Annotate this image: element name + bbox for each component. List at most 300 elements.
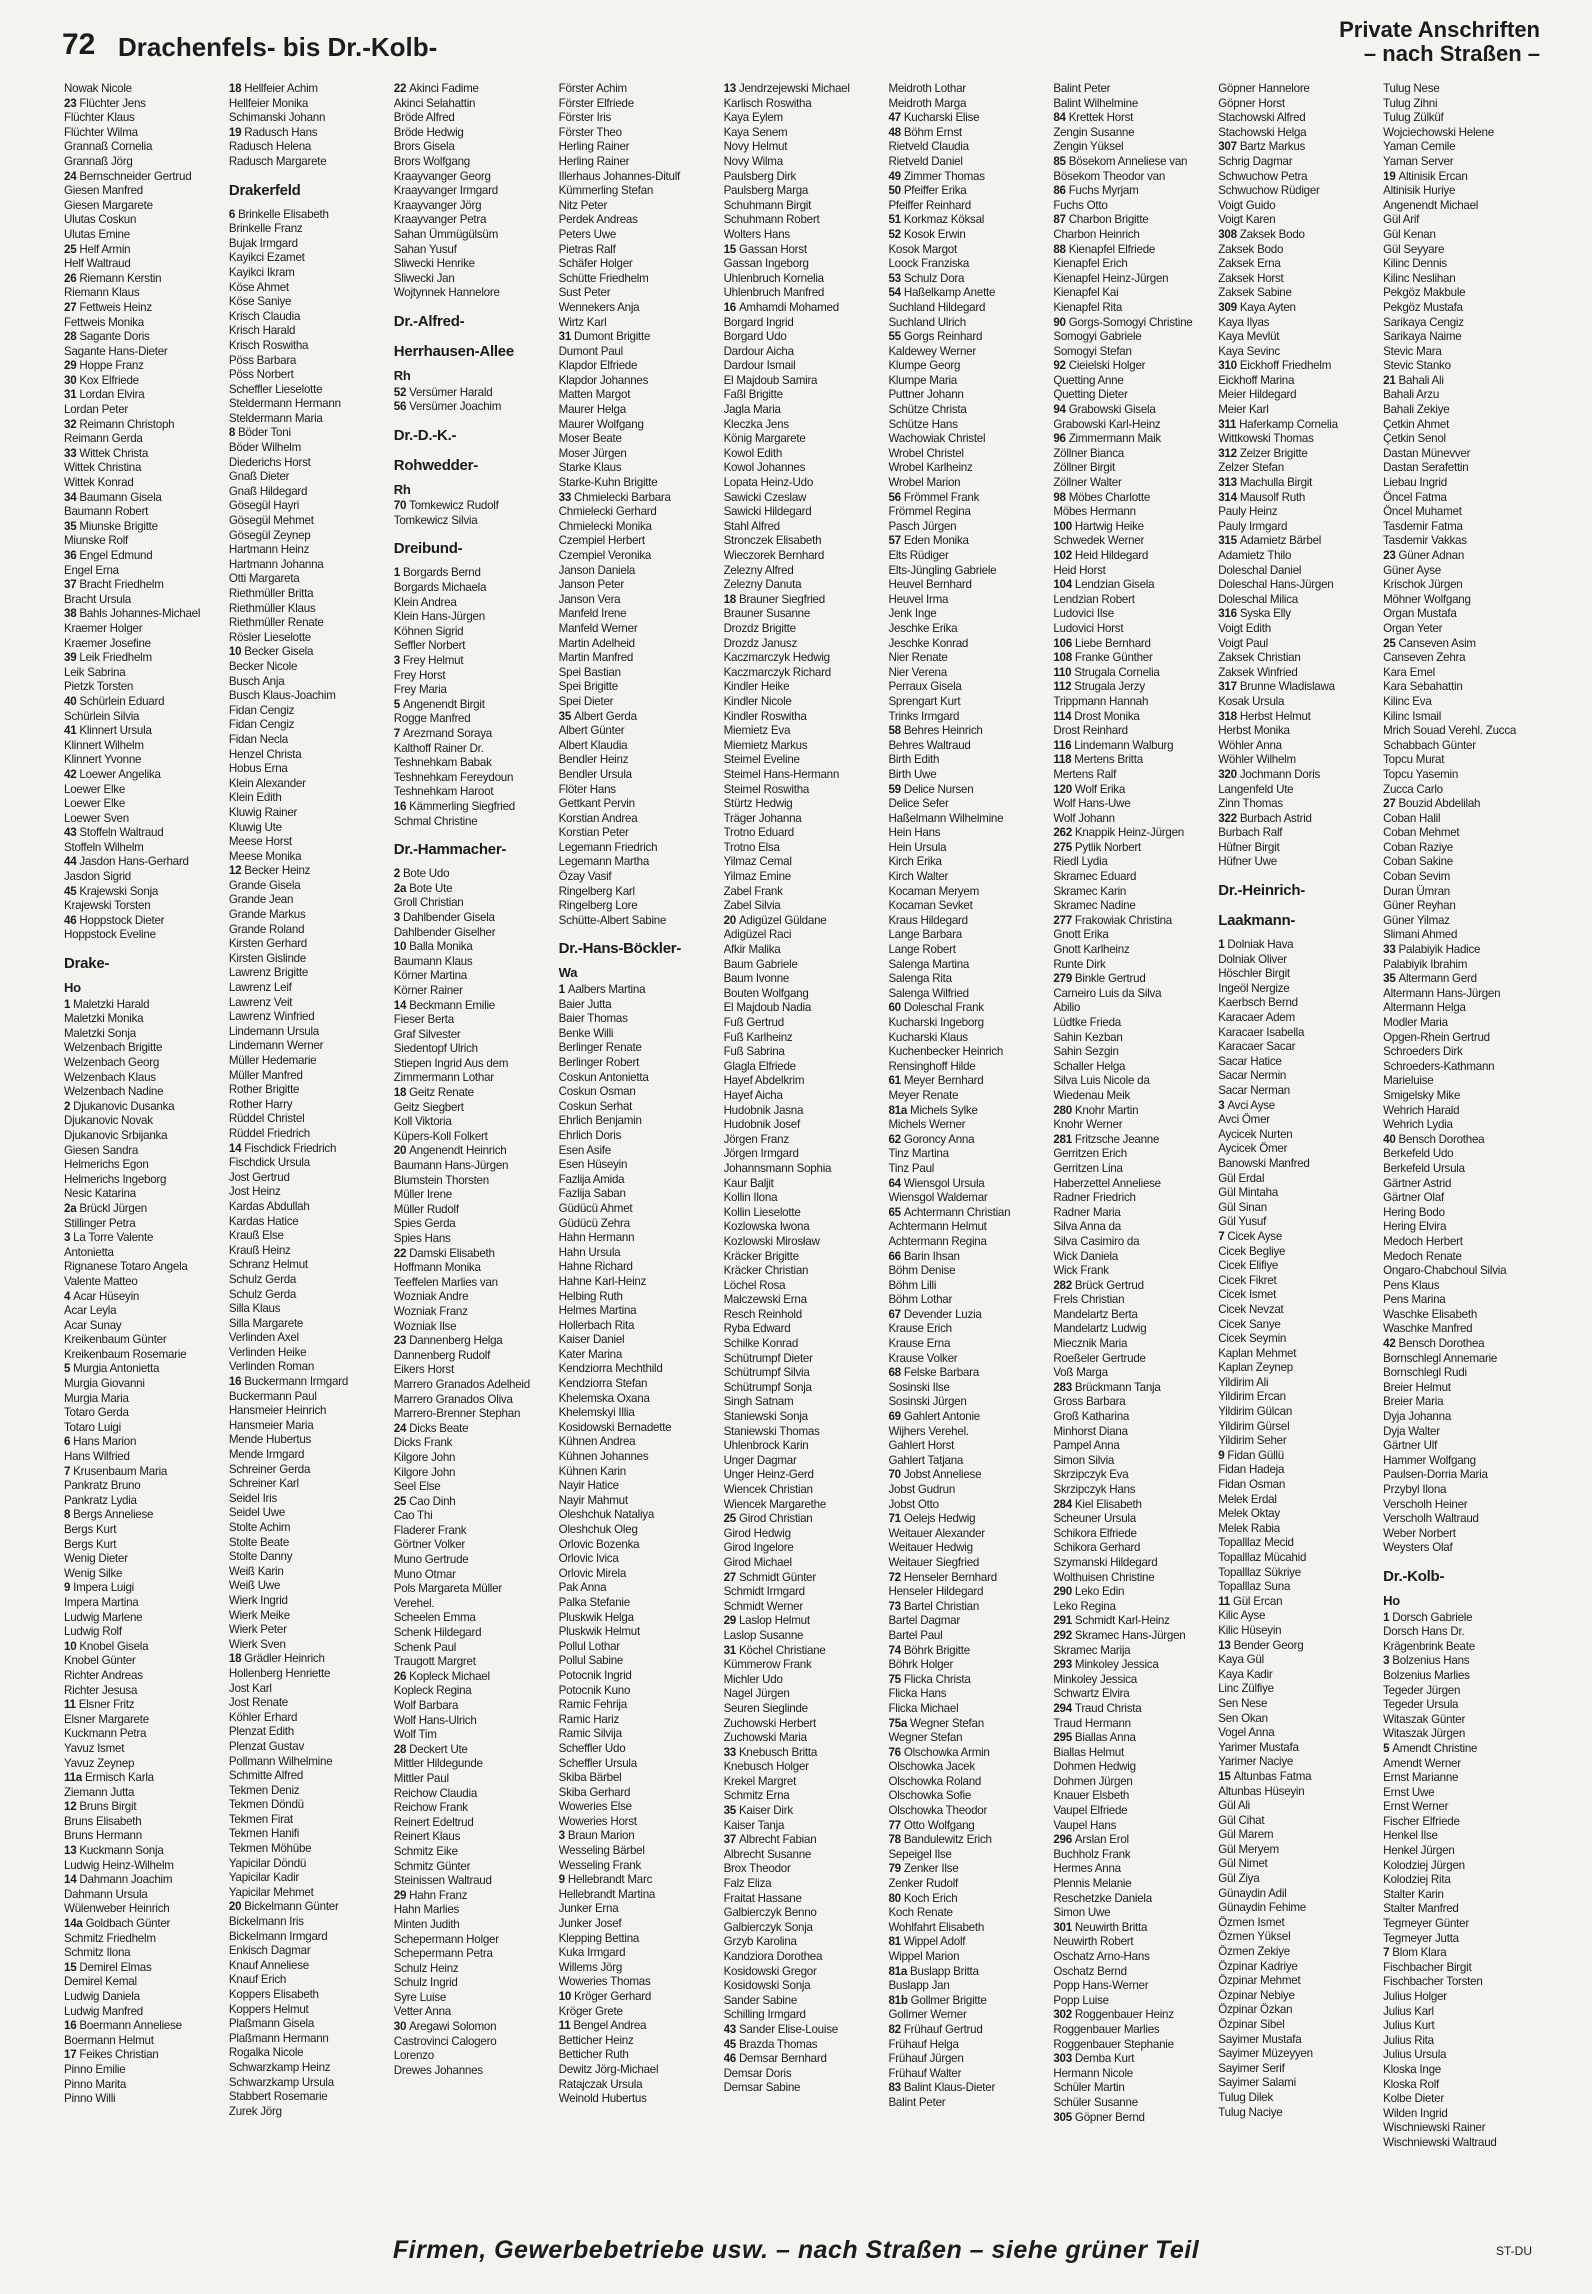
- house-number: 292: [1053, 1628, 1075, 1642]
- resident-entry: Mandelartz Berta: [1053, 1307, 1138, 1321]
- resident-entry: Wolf Johann: [1053, 811, 1115, 825]
- resident-entry: Chmielecki Gerhard: [558, 505, 657, 519]
- resident-entry: Flicka Hans: [888, 1687, 947, 1701]
- resident-entry: 7 Arezmand Soraya: [393, 727, 492, 740]
- resident-entry: 26 Riemann Kerstin: [64, 271, 162, 285]
- resident-entry: 57 Eden Monika: [888, 534, 969, 548]
- resident-entry: Trotno Eduard: [723, 826, 794, 840]
- resident-entry: Frels Christian: [1053, 1293, 1125, 1307]
- resident-entry: Graf Silvester: [393, 1027, 461, 1041]
- resident-entry: Wozniak Franz: [393, 1304, 468, 1318]
- resident-entry: Esen Asife: [558, 1143, 611, 1157]
- resident-entry: Koppers Elisabeth: [228, 1988, 319, 2001]
- resident-entry: Körner Martina: [393, 969, 467, 983]
- resident-entry: Murgia Maria: [64, 1391, 129, 1405]
- resident-entry: Gül Kenan: [1383, 227, 1436, 241]
- resident-entry: Knauer Elsbeth: [1053, 1789, 1130, 1803]
- resident-entry: Kaur Baljit: [723, 1176, 774, 1190]
- house-number: 61: [888, 1074, 904, 1088]
- resident-entry: Sawicki Czeslaw: [723, 490, 807, 504]
- resident-entry: 11a Ermisch Karla: [64, 1771, 154, 1785]
- house-number: 43: [64, 826, 80, 840]
- resident-entry: Vetter Anna: [393, 2005, 451, 2019]
- district-code: Rh: [393, 481, 411, 497]
- resident-entry: 22 Damski Elisabeth: [393, 1246, 495, 1260]
- house-number: 14: [393, 998, 410, 1012]
- resident-entry: 49 Zimmer Thomas: [888, 169, 985, 183]
- resident-entry: Özpinar Mehmet: [1218, 1974, 1301, 1988]
- resident-entry: Rother Harry: [228, 1097, 293, 1111]
- resident-entry: Yavuz Ismet: [64, 1741, 125, 1755]
- resident-entry: 27 Fettweis Heinz: [64, 300, 152, 314]
- resident-entry: Küpers-Koll Folkert: [393, 1129, 488, 1143]
- house-number: 48: [888, 125, 904, 139]
- resident-entry: 90 Gorgs-Somogyi Christine: [1053, 315, 1193, 329]
- resident-entry: Rogalka Nicole: [228, 2046, 304, 2060]
- resident-entry: Kocaman Sevket: [888, 899, 973, 913]
- resident-entry: Delice Sefer: [888, 797, 949, 811]
- resident-entry: Opgen-Rhein Gertrud: [1383, 1030, 1490, 1044]
- resident-entry: Dolniak Oliver: [1218, 952, 1287, 966]
- resident-entry: Elts-Jüngling Gabriele: [888, 563, 997, 577]
- resident-entry: Dastan Serafettin: [1383, 461, 1469, 475]
- resident-entry: Olschowka Roland: [888, 1774, 982, 1788]
- resident-entry: Skrzipczyk Eva: [1053, 1468, 1129, 1482]
- resident-entry: Engel Erna: [64, 563, 119, 577]
- resident-entry: Melek Erdal: [1218, 1492, 1277, 1506]
- resident-entry: Woweries Else: [558, 1800, 632, 1814]
- resident-entry: Birth Uwe: [888, 767, 937, 781]
- resident-entry: Gerritzen Erich: [1053, 1147, 1127, 1161]
- house-number: 86: [1053, 184, 1069, 198]
- resident-entry: Ramic Fehrija: [558, 1698, 627, 1712]
- resident-entry: 45 Brazda Thomas: [723, 2037, 818, 2051]
- resident-entry: Kaya Kadir: [1218, 1667, 1273, 1681]
- resident-entry: Stevic Mara: [1383, 344, 1442, 358]
- resident-entry: 60 Doleschal Frank: [888, 1001, 984, 1015]
- resident-entry: Zuchowski Maria: [723, 1731, 807, 1745]
- house-number: 112: [1053, 680, 1075, 694]
- resident-entry: Muno Gertrude: [393, 1553, 469, 1567]
- resident-entry: Stahl Alfred: [723, 519, 780, 533]
- resident-entry: Reichow Frank: [393, 1801, 468, 1815]
- resident-entry: Kreikenbaum Günter: [64, 1333, 167, 1347]
- resident-entry: Gül Yusuf: [1218, 1215, 1267, 1229]
- resident-entry: Silla Margarete: [228, 1316, 304, 1330]
- resident-entry: 106 Liebe Bernhard: [1053, 636, 1151, 650]
- street-heading: Dr.-D.-K.-: [393, 426, 457, 444]
- resident-entry: Lopata Heinz-Udo: [723, 476, 814, 490]
- resident-entry: Riethmüller Klaus: [228, 601, 316, 615]
- resident-entry: Verlinden Axel: [228, 1331, 299, 1345]
- resident-entry: Kaiser Daniel: [558, 1333, 625, 1347]
- resident-entry: Staniewski Thomas: [723, 1424, 820, 1438]
- resident-entry: 69 Gahlert Antonie: [888, 1410, 980, 1424]
- district-code: Ho: [1383, 1592, 1400, 1608]
- resident-entry: Mittler Paul: [393, 1771, 449, 1785]
- resident-entry: Welzenbach Georg: [64, 1056, 160, 1069]
- resident-entry: 29 Laslop Helmut: [723, 1614, 810, 1628]
- resident-entry: Kluwig Rainer: [228, 805, 298, 819]
- resident-entry: Sacar Hatice: [1218, 1054, 1282, 1068]
- resident-entry: Tinz Paul: [888, 1161, 935, 1175]
- resident-entry: 67 Devender Luzia: [888, 1307, 982, 1321]
- resident-entry: Henzel Christa: [228, 747, 302, 761]
- house-number: 284: [1053, 1497, 1075, 1511]
- resident-entry: Aycicek Ömer: [1218, 1142, 1288, 1156]
- resident-entry: Orlovic Bozenka: [558, 1537, 640, 1551]
- resident-entry: 5 Murgia Antonietta: [64, 1362, 160, 1376]
- resident-entry: Roeßeler Gertrude: [1053, 1351, 1146, 1365]
- resident-entry: Bergs Kurt: [64, 1523, 117, 1536]
- resident-entry: Özpinar Kadriye: [1218, 1959, 1298, 1973]
- resident-entry: Drozdz Brigitte: [723, 621, 796, 635]
- resident-entry: Muno Otmar: [393, 1567, 456, 1581]
- resident-entry: Kirch Walter: [888, 870, 949, 884]
- resident-entry: Peters Uwe: [558, 227, 617, 241]
- resident-entry: 41 Klinnert Ursula: [64, 724, 152, 738]
- resident-entry: Spei Bastian: [558, 665, 621, 679]
- resident-entry: Coban Sevim: [1383, 870, 1450, 884]
- resident-entry: Coban Mehmet: [1383, 826, 1460, 840]
- resident-entry: Reinert Klaus: [393, 1830, 461, 1844]
- resident-entry: 303 Demba Kurt: [1053, 2052, 1135, 2066]
- district-code: Rh: [393, 367, 411, 383]
- house-number: 73: [888, 1599, 904, 1613]
- resident-entry: Kaiser Tanja: [723, 1818, 785, 1832]
- resident-entry: Zaksek Winfried: [1218, 665, 1298, 679]
- resident-entry: 5 Amendt Christine: [1383, 1741, 1478, 1755]
- resident-entry: Gösegül Hayri: [228, 499, 300, 513]
- resident-entry: Diederichs Horst: [228, 455, 311, 469]
- resident-entry: Pinno Emilie: [64, 2062, 126, 2076]
- resident-entry: Kaerbsch Bernd: [1218, 996, 1298, 1010]
- house-number: 1: [64, 997, 74, 1011]
- resident-entry: 293 Minkoley Jessica: [1053, 1658, 1159, 1672]
- resident-entry: Plenzat Edith: [228, 1725, 294, 1739]
- resident-entry: Totaro Luigi: [64, 1420, 121, 1434]
- resident-entry: Wiensgol Waldemar: [888, 1191, 988, 1205]
- resident-entry: 6 Hans Marion: [64, 1435, 137, 1449]
- house-number: 35: [64, 519, 80, 533]
- resident-entry: Girod Michael: [723, 1555, 792, 1569]
- resident-entry: Zöllner Walter: [1053, 476, 1122, 490]
- resident-entry: 33 Palabiyik Hadice: [1383, 943, 1481, 957]
- resident-entry: Bickelmann Iris: [228, 1915, 304, 1929]
- resident-entry: Ehrlich Doris: [558, 1128, 622, 1142]
- house-number: 50: [888, 184, 904, 198]
- resident-entry: Karacaer Isabella: [1218, 1025, 1305, 1039]
- resident-entry: 58 Behres Heinrich: [888, 724, 983, 738]
- resident-entry: Hein Ursula: [888, 840, 947, 854]
- house-number: 49: [888, 169, 904, 183]
- page-number: 72: [62, 28, 96, 61]
- resident-entry: Khelemska Oxana: [558, 1391, 650, 1405]
- resident-entry: Pollul Lothar: [558, 1639, 620, 1653]
- resident-entry: Gül Sinan: [1218, 1200, 1267, 1214]
- house-number: 66: [888, 1249, 904, 1263]
- house-number: 116: [1053, 738, 1075, 752]
- resident-entry: Yarimer Naciye: [1218, 1755, 1294, 1769]
- resident-entry: Impera Martina: [64, 1595, 139, 1609]
- resident-entry: Wittek Konrad: [64, 476, 134, 490]
- resident-entry: Leik Sabrina: [64, 665, 126, 679]
- house-number: 296: [1053, 1833, 1075, 1847]
- house-number: 2: [393, 867, 403, 881]
- resident-entry: Ludwig Marlene: [64, 1610, 143, 1624]
- resident-entry: Sliwecki Jan: [393, 271, 455, 285]
- resident-entry: Zabel Silvia: [723, 899, 781, 913]
- resident-entry: 23 Flüchter Jens: [64, 96, 146, 110]
- resident-entry: Berlinger Robert: [558, 1056, 640, 1069]
- house-number: 16: [64, 2019, 80, 2033]
- resident-entry: Mende Hubertus: [228, 1433, 312, 1447]
- resident-entry: Schroeders-Kathmann: [1383, 1059, 1495, 1073]
- resident-entry: Dohmen Jürgen: [1053, 1774, 1133, 1788]
- resident-entry: Verlinden Roman: [228, 1360, 315, 1374]
- house-number: 35: [1383, 972, 1399, 986]
- resident-entry: Resch Reinhold: [723, 1307, 802, 1321]
- resident-entry: Minhorst Diana: [1053, 1424, 1128, 1438]
- resident-entry: Behres Waltraud: [888, 738, 971, 752]
- resident-entry: Castrovinci Calogero: [393, 2034, 497, 2048]
- house-number: 5: [64, 1362, 74, 1376]
- resident-entry: Nayir Hatice: [558, 1479, 619, 1493]
- resident-entry: Gül Ali: [1218, 1799, 1250, 1813]
- resident-entry: 25 Girod Christian: [723, 1512, 813, 1526]
- resident-entry: Fischbacher Birgit: [1383, 1960, 1472, 1974]
- resident-entry: 104 Lendzian Gisela: [1053, 578, 1155, 592]
- resident-entry: Popp Hans-Werner: [1053, 1979, 1149, 1993]
- resident-entry: Albert Klaudia: [558, 738, 628, 752]
- resident-entry: Steldermann Hermann: [228, 397, 341, 411]
- house-number: 14: [228, 1141, 245, 1155]
- resident-entry: Krisch Claudia: [228, 309, 301, 323]
- resident-entry: Verlinden Heike: [228, 1345, 307, 1359]
- resident-entry: 35 Miunske Brigitte: [64, 519, 158, 533]
- house-number: 46: [723, 2052, 739, 2066]
- house-number: 33: [1383, 943, 1399, 957]
- resident-entry: Kindler Nicole: [723, 694, 792, 708]
- resident-entry: Dahlbender Giselher: [393, 925, 496, 939]
- house-number: 39: [64, 651, 80, 665]
- resident-entry: 16 Boermann Anneliese: [64, 2019, 182, 2033]
- resident-entry: 116 Lindemann Walburg: [1053, 738, 1174, 752]
- resident-entry: Schüler Susanne: [1053, 2095, 1138, 2109]
- house-number: 120: [1053, 782, 1075, 796]
- resident-entry: Fuß Karlheinz: [723, 1030, 793, 1044]
- house-number: 53: [888, 271, 904, 285]
- resident-entry: Tomkewicz Silvia: [393, 513, 478, 527]
- resident-entry: Pens Marina: [1383, 1293, 1446, 1307]
- resident-entry: Tegeder Ursula: [1383, 1698, 1459, 1712]
- resident-entry: Kilgore John: [393, 1465, 456, 1479]
- house-number: 275: [1053, 840, 1075, 854]
- resident-entry: 315 Adamietz Bärbel: [1218, 534, 1322, 548]
- resident-entry: Jeschke Konrad: [888, 636, 969, 650]
- house-number: 59: [888, 782, 904, 796]
- resident-entry: Sarikaya Cengiz: [1383, 315, 1464, 329]
- resident-entry: Dahmann Ursula: [64, 1887, 148, 1901]
- resident-entry: Yilmaz Emine: [723, 870, 792, 884]
- resident-entry: Steinissen Waltraud: [393, 1874, 492, 1888]
- resident-entry: Gettkant Pervin: [558, 797, 635, 811]
- house-number: 318: [1218, 709, 1240, 723]
- house-number: 262: [1053, 826, 1075, 840]
- resident-entry: 5 Angenendt Birgit: [393, 697, 485, 711]
- resident-entry: Johannsmann Sophia: [723, 1161, 832, 1175]
- resident-entry: Pampel Anna: [1053, 1439, 1120, 1453]
- resident-entry: Kraemer Josefine: [64, 636, 151, 650]
- resident-entry: Kaya Senem: [723, 125, 788, 139]
- resident-entry: Dyja Johanna: [1383, 1410, 1452, 1424]
- resident-entry: 56 Versümer Joachim: [393, 400, 502, 414]
- resident-entry: 100 Hartwig Heike: [1053, 519, 1144, 533]
- resident-entry: Hansmeier Maria: [228, 1418, 314, 1432]
- resident-entry: Szymanski Hildegard: [1053, 1555, 1158, 1569]
- resident-entry: 47 Kucharski Elise: [888, 111, 980, 125]
- resident-entry: Loewer Elke: [64, 797, 126, 811]
- house-number: 18: [228, 82, 245, 95]
- resident-entry: Groß Katharina: [1053, 1410, 1130, 1424]
- resident-entry: Trotno Elsa: [723, 840, 780, 854]
- resident-entry: 52 Versümer Harald: [393, 385, 493, 399]
- resident-entry: Gül Ziya: [1218, 1872, 1260, 1886]
- resident-entry: Seel Else: [393, 1480, 441, 1494]
- resident-entry: 296 Arslan Erol: [1053, 1833, 1129, 1847]
- resident-entry: Ernst Uwe: [1383, 1785, 1435, 1799]
- resident-entry: Schuhmann Birgit: [723, 198, 812, 212]
- resident-entry: Kümmerow Frank: [723, 1658, 812, 1672]
- house-number: 68: [888, 1366, 904, 1380]
- resident-entry: Plaßmann Hermann: [228, 2031, 329, 2045]
- resident-entry: Somogyi Stefan: [1053, 344, 1132, 358]
- house-number: 22: [393, 82, 410, 95]
- resident-entry: Starke Klaus: [558, 461, 622, 475]
- resident-entry: 290 Leko Edin: [1053, 1585, 1125, 1599]
- resident-entry: Stalter Manfred: [1383, 1902, 1459, 1916]
- resident-entry: Benke Willi: [558, 1026, 614, 1040]
- resident-entry: Çetkin Ahmet: [1383, 417, 1450, 431]
- resident-entry: Coban Raziye: [1383, 840, 1453, 854]
- house-number: 20: [228, 1900, 245, 1914]
- resident-entry: 9 Fidan Güllü: [1218, 1448, 1284, 1462]
- resident-entry: 23 Dannenberg Helga: [393, 1334, 503, 1348]
- resident-entry: Kräcker Brigitte: [723, 1249, 799, 1263]
- house-number: 44: [64, 855, 80, 869]
- resident-entry: 279 Binkle Gertrud: [1053, 972, 1146, 986]
- district-code: Wa: [558, 965, 578, 981]
- resident-entry: Stolte Achim: [228, 1521, 291, 1534]
- resident-entry: Dastan Münevver: [1383, 446, 1471, 460]
- resident-entry: Bergs Kurt: [64, 1537, 117, 1551]
- resident-entry: Valente Matteo: [64, 1274, 138, 1288]
- resident-entry: 313 Machulla Birgit: [1218, 476, 1313, 490]
- resident-entry: Brinkelle Franz: [228, 222, 303, 236]
- resident-entry: Krisch Harald: [228, 324, 296, 338]
- resident-entry: Antonietta: [64, 1245, 114, 1259]
- house-number: 34: [64, 490, 80, 504]
- resident-entry: Bartel Dagmar: [888, 1614, 960, 1628]
- resident-entry: 294 Traud Christa: [1053, 1701, 1142, 1715]
- house-number: 45: [723, 2037, 739, 2051]
- resident-entry: 301 Neuwirth Britta: [1053, 1920, 1148, 1934]
- resident-entry: 81 Wippel Adolf: [888, 1935, 966, 1949]
- resident-entry: Fischbacher Torsten: [1383, 1975, 1483, 1989]
- house-number: 29: [723, 1614, 739, 1628]
- resident-entry: Stabbert Rosemarie: [228, 2090, 328, 2104]
- resident-entry: Silva Casimiro da: [1053, 1234, 1140, 1248]
- resident-entry: Hering Bodo: [1383, 1205, 1445, 1219]
- resident-entry: Hudobnik Jasna: [723, 1103, 804, 1117]
- resident-entry: 37 Bracht Friedhelm: [64, 578, 164, 592]
- resident-entry: Schmitz Friedhelm: [64, 1931, 156, 1945]
- house-number: 56: [888, 490, 904, 504]
- house-number: 322: [1218, 811, 1240, 825]
- resident-entry: Maurer Wolfgang: [558, 417, 644, 431]
- resident-entry: Kozlowska Iwona: [723, 1220, 810, 1234]
- column-4: [559, 82, 714, 2202]
- resident-entry: Wieczorek Bernhard: [723, 549, 825, 562]
- resident-entry: Koch Renate: [888, 1906, 953, 1920]
- resident-entry: Coban Halil: [1383, 811, 1441, 825]
- resident-entry: 16 Amhamdi Mohamed: [723, 300, 839, 314]
- resident-entry: Quetting Dieter: [1053, 388, 1128, 402]
- resident-entry: Angenendt Michael: [1383, 198, 1479, 212]
- resident-entry: Tekmen Firat: [228, 1812, 293, 1826]
- resident-entry: Güner Yilmaz: [1383, 913, 1450, 927]
- resident-entry: Krägenbrink Beate: [1383, 1639, 1475, 1653]
- resident-entry: Pak Anna: [558, 1581, 607, 1595]
- resident-entry: Helmerichs Ingeborg: [64, 1172, 167, 1186]
- house-number: 28: [393, 1742, 410, 1756]
- resident-entry: Zaksek Sabine: [1218, 286, 1292, 300]
- resident-entry: Gahlert Horst: [888, 1439, 955, 1453]
- resident-entry: Traugott Margret: [393, 1655, 476, 1669]
- resident-entry: Ryba Edward: [723, 1322, 791, 1336]
- resident-entry: Eickhoff Marina: [1218, 373, 1295, 387]
- resident-entry: Salenga Martina: [888, 957, 970, 971]
- resident-entry: Uhlenbrock Karin: [723, 1439, 809, 1453]
- house-number: 94: [1053, 403, 1069, 417]
- street-heading: Drake-: [64, 955, 110, 973]
- resident-entry: 94 Grabowski Gisela: [1053, 403, 1156, 417]
- house-number: 42: [64, 767, 80, 781]
- resident-entry: Nesic Katarina: [64, 1187, 136, 1201]
- resident-entry: Frühauf Jürgen: [888, 2052, 964, 2066]
- resident-entry: Kardas Abdullah: [228, 1199, 310, 1213]
- resident-entry: Kienapfel Erich: [1053, 257, 1128, 271]
- house-number: 38: [64, 607, 80, 621]
- resident-entry: Mittler Hildegunde: [393, 1757, 483, 1771]
- resident-entry: Ongaro-Chabchoul Silvia: [1383, 1264, 1507, 1278]
- resident-entry: 295 Biallas Anna: [1053, 1731, 1136, 1745]
- resident-entry: Kaya Ilyas: [1218, 315, 1270, 329]
- resident-entry: Yildirim Gülcan: [1218, 1405, 1293, 1419]
- resident-entry: Köse Ahmet: [228, 280, 289, 294]
- resident-entry: Gerritzen Lina: [1053, 1161, 1123, 1175]
- resident-entry: Kaya Eylem: [723, 111, 783, 125]
- house-number: 2a: [393, 881, 410, 895]
- resident-entry: Kucharski Klaus: [888, 1030, 968, 1044]
- resident-entry: Wierk Peter: [228, 1623, 287, 1637]
- resident-entry: 82 Frühauf Gertrud: [888, 2022, 983, 2036]
- resident-entry: 18 Brauner Siegfried: [723, 592, 825, 606]
- resident-entry: Gül Nimet: [1218, 1857, 1268, 1871]
- resident-entry: Singh Satnam: [723, 1395, 794, 1409]
- house-number: 290: [1053, 1585, 1075, 1599]
- resident-entry: Wesseling Frank: [558, 1858, 642, 1872]
